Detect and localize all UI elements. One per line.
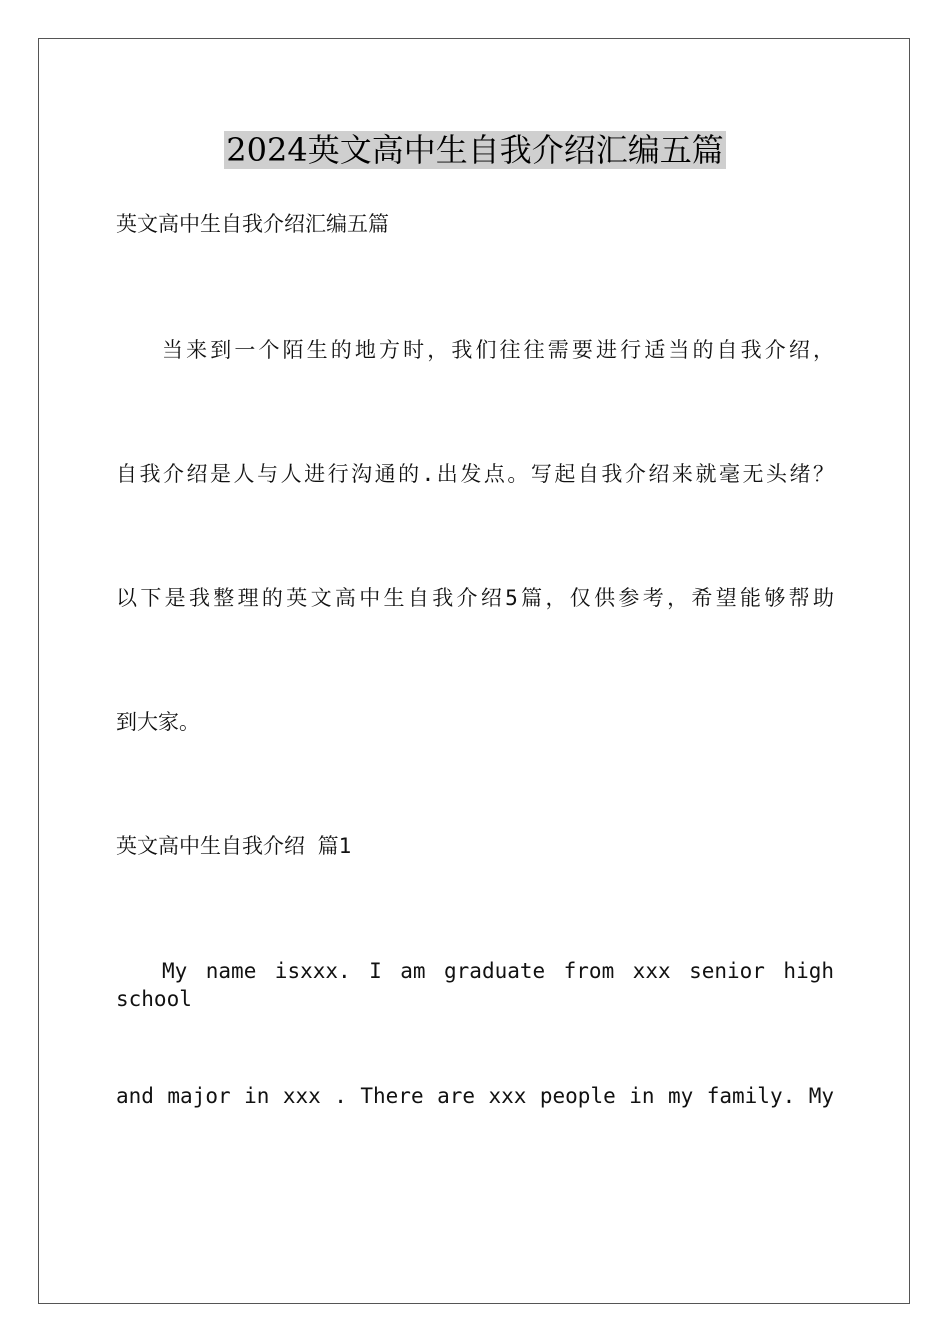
paragraph-line: and major in xxx . There are xxx people in my family. My xyxy=(116,1084,834,1108)
section-heading: 英文高中生自我介绍 篇1 xyxy=(116,834,352,858)
paragraph-line: 到大家。 xyxy=(116,710,200,734)
paragraph-line: 自我介绍是人与人进行沟通的.出发点。写起自我介绍来就毫无头绪？ xyxy=(116,462,834,486)
subtitle-line: 英文高中生自我介绍汇编五篇 xyxy=(116,212,389,236)
document-title xyxy=(0,128,950,172)
document-title-text: 2024英文高中生自我介绍汇编五篇 xyxy=(226,131,724,169)
paragraph-line: 以下是我整理的英文高中生自我介绍5篇，仅供参考，希望能够帮助 xyxy=(116,586,834,610)
paragraph-line: 当来到一个陌生的地方时，我们往往需要进行适当的自我介绍， xyxy=(162,338,834,362)
paragraph-line: My name isxxx. I am graduate from xxx senior high school xyxy=(116,959,834,1011)
